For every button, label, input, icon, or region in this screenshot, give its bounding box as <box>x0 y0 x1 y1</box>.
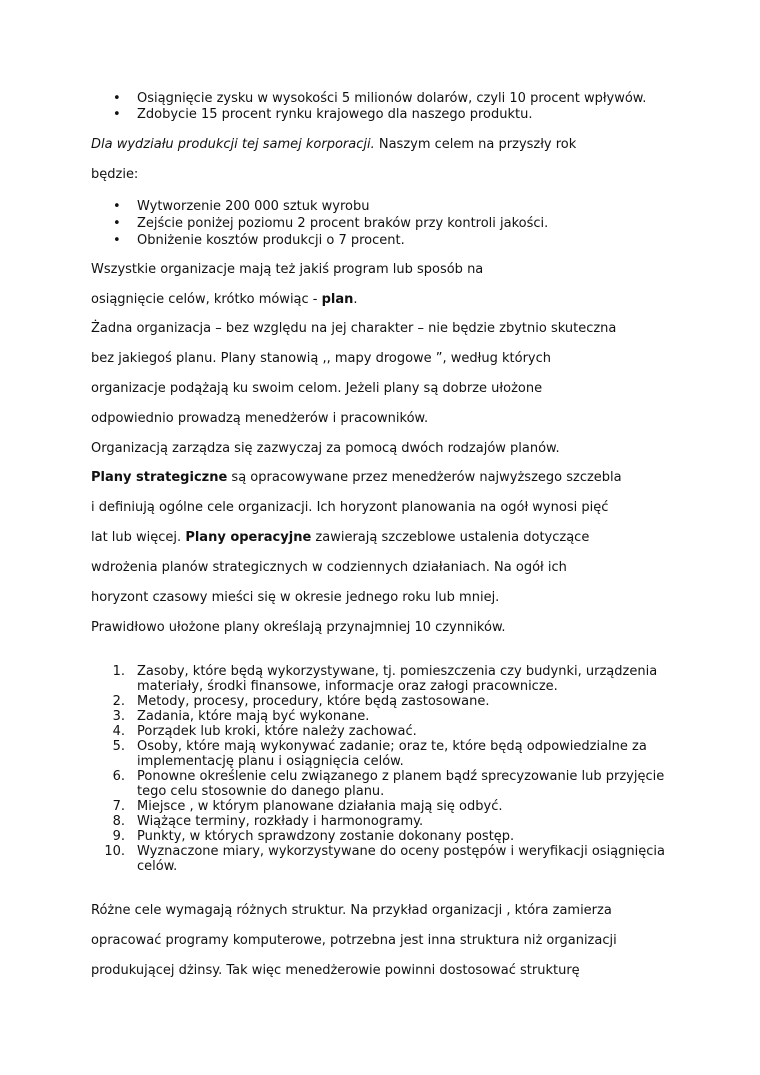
list-item: Zdobycie 15 procent rynku krajowego dla naszego produktu. <box>137 107 533 122</box>
plan-paragraph-line2 <box>91 292 358 308</box>
list-number: 5. <box>112 739 125 754</box>
list-number: 2. <box>112 694 125 709</box>
list-item: Wytworzenie 200 000 sztuk wyrobu <box>137 199 370 214</box>
strategic-text: zawierają szczeblowe ustalenia dotyczące <box>311 530 590 545</box>
list-item: Ponowne określenie celu związanego z planem bądź sprecyzowanie lub przyjęcie <box>137 769 665 784</box>
bullet-marker: • <box>113 91 121 106</box>
bullet-marker: • <box>113 199 121 214</box>
strategic-bold: Plany strategiczne <box>91 470 228 485</box>
bullet-marker: • <box>113 233 121 248</box>
list-item: Wiążące terminy, rozkłady i harmonogramy. <box>137 814 424 829</box>
list-item-cont: implementację planu i osiągnięcia celów. <box>137 754 404 769</box>
list-item: Osiągnięcie zysku w wysokości 5 milionów dolarów, czyli 10 procent wpływów. <box>137 91 647 106</box>
list-item: Miejsce , w którym planowane działania mają się odbyć. <box>137 799 503 814</box>
plan-period: . <box>353 292 358 307</box>
list-item: Obniżenie kosztów produkcji o 7 procent. <box>137 233 405 248</box>
no-org-line: bez jakiegoś planu. Plany stanowią ,, mapy drogowe ”, według których <box>91 351 552 366</box>
list-item: Zasoby, które będą wykorzystywane, tj. pomieszczenia czy budynki, urządzenia <box>137 664 658 679</box>
list-number: 7. <box>112 799 125 814</box>
list-item: Zadania, które mają być wykonane. <box>137 709 370 724</box>
list-item: Punkty, w których sprawdzony zostanie dokonany postęp. <box>137 829 515 844</box>
operational-bold: Plany operacyjne <box>185 530 312 545</box>
list-item-cont: celów. <box>137 859 178 874</box>
closing-line: opracować programy komputerowe, potrzebna jest inna struktura niż organizacji <box>91 933 617 948</box>
strategic-line4: wdrożenia planów strategicznych w codziennych działaniach. Na ogół ich <box>91 560 567 575</box>
list-number: 3. <box>112 709 125 724</box>
dept-paragraph-line <box>91 137 576 153</box>
list-item: Metody, procesy, procedury, które będą zastosowane. <box>137 694 490 709</box>
list-item-cont: materiały, środki finansowe, informacje oraz załogi pracownicze. <box>137 679 558 694</box>
bullet-marker: • <box>113 216 121 231</box>
list-item: Osoby, które mają wykonywać zadanie; oraz te, które będą odpowiedzialne za <box>137 739 647 754</box>
closing-line: produkującej dżinsy. Tak więc menedżerowie powinni dostosować strukturę <box>91 963 580 978</box>
bullet-marker: • <box>113 107 121 122</box>
strategic-line3 <box>91 530 589 546</box>
strategic-line5: horyzont czasowy mieści się w okresie jednego roku lub mniej. <box>91 590 500 605</box>
list-item-cont: tego celu stosownie do danego planu. <box>137 784 385 799</box>
manage-line: Organizacją zarządza się zazwyczaj za pomocą dwóch rodzajów planów. <box>91 441 560 456</box>
strategic-line2: i definiują ogólne cele organizacji. Ich horyzont planowania na ogół wynosi pięć <box>91 500 609 515</box>
list-number: 8. <box>112 814 125 829</box>
closing-line: Różne cele wymagają różnych struktur. Na przykład organizacji , która zamierza <box>91 903 612 918</box>
strategic-line1 <box>91 470 622 486</box>
strategic-text: są opracowywane przez menedżerów najwyższego szczebla <box>227 470 622 485</box>
plan-paragraph-line1: Wszystkie organizacje mają też jakiś program lub sposób na <box>91 262 484 277</box>
factors-intro: Prawidłowo ułożone plany określają przynajmniej 10 czynników. <box>91 620 506 635</box>
list-number: 1. <box>112 664 125 679</box>
list-number: 9. <box>112 829 125 844</box>
list-number: 4. <box>112 724 125 739</box>
plan-text: osiągnięcie celów, krótko mówiąc - <box>91 292 322 307</box>
no-org-line: odpowiednio prowadzą menedżerów i pracowników. <box>91 411 429 426</box>
list-number: 10. <box>104 844 125 859</box>
no-org-line: organizacje podążają ku swoim celom. Jeżeli plany są dobrze ułożone <box>91 381 543 396</box>
dept-paragraph-line2: będzie: <box>91 167 139 182</box>
list-item: Zejście poniżej poziomu 2 procent braków przy kontroli jakości. <box>137 216 549 231</box>
list-item: Wyznaczone miary, wykorzystywane do oceny postępów i weryfikacji osiągnięcia <box>137 844 665 859</box>
plan-bold: plan <box>321 292 354 307</box>
dept-italic-text: Dla wydziału produkcji tej samej korporacji. <box>91 137 375 152</box>
strategic-text: lat lub więcej. <box>91 530 186 545</box>
list-number: 6. <box>112 769 125 784</box>
dept-text: Naszym celem na przyszły rok <box>374 137 577 152</box>
no-org-line: Żadna organizacja – bez względu na jej charakter – nie będzie zbytnio skuteczna <box>91 321 617 336</box>
list-item: Porządek lub kroki, które należy zachować. <box>137 724 417 739</box>
